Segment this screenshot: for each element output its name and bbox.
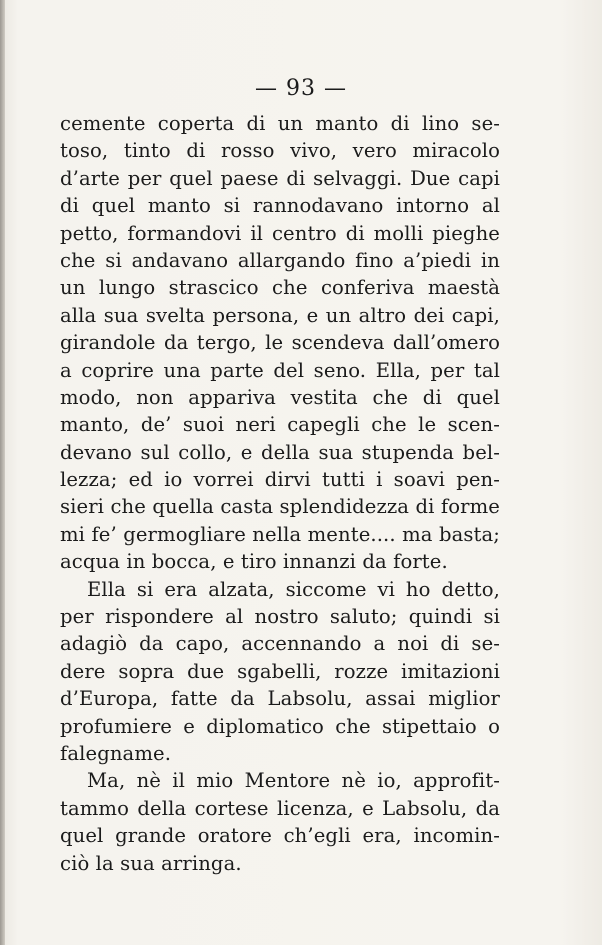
text-line: ciò la sua arringa. xyxy=(60,851,242,875)
text-line: alla sua svelta persona, e un altro dei capi, xyxy=(60,303,500,327)
text-line: di quel manto si rannodavano intorno al xyxy=(60,194,500,218)
text-line: Ma, nè il mio Mentore nè io, approfit- xyxy=(87,769,500,793)
text-line: girandole da tergo, le scendeva dall’omero xyxy=(60,331,500,355)
text-line: manto, de’ suoi neri capegli che le scen- xyxy=(60,413,500,437)
text-line: toso, tinto di rosso vivo, vero miracolo xyxy=(60,139,500,163)
text-line: tammo della cortese licenza, e Labsolu, da xyxy=(60,796,500,820)
text-line: acqua in bocca, e tiro innanzi da forte. xyxy=(60,550,448,574)
text-line: falegname. xyxy=(60,741,172,765)
text-line: modo, non appariva vestita che di quel xyxy=(60,385,500,409)
text-line: un lungo strascico che conferiva maestà xyxy=(60,276,500,300)
text-line: petto, formandovi il centro di molli pieghe xyxy=(60,221,500,245)
page-binding-edge xyxy=(0,0,5,945)
text-line: d’arte per quel paese di selvaggi. Due capi xyxy=(60,166,500,190)
text-line: cemente coperta di un manto di lino se- xyxy=(60,112,500,135)
text-line: Ella si era alzata, siccome vi ho detto, xyxy=(87,577,500,601)
text-line: mi fe’ germogliare nella mente.... ma basta; xyxy=(60,522,500,546)
text-line: quel grande oratore ch’egli era, incomin- xyxy=(60,824,500,848)
text-line: sieri che quella casta splendidezza di forme xyxy=(60,495,500,519)
text-line: a coprire una parte del seno. Ella, per tal xyxy=(60,358,500,382)
body-text xyxy=(60,110,500,877)
text-line: adagiò da capo, accennando a noi di se- xyxy=(60,632,500,656)
text-line: d’Europa, fatte da Labsolu, assai miglior xyxy=(60,687,500,711)
text-line: dere sopra due sgabelli, rozze imitazioni xyxy=(60,659,500,683)
text-line: devano sul collo, e della sua stupenda bel- xyxy=(60,440,500,464)
page-number: — 93 — xyxy=(255,76,347,101)
text-line: profumiere e diplomatico che stipettaio o xyxy=(60,714,500,738)
text-line: per rispondere al nostro saluto; quindi si xyxy=(60,605,500,629)
text-line: che si andavano allargando fino a’piedi in xyxy=(60,248,500,272)
text-line: lezza; ed io vorrei dirvi tutti i soavi pen- xyxy=(60,468,500,492)
